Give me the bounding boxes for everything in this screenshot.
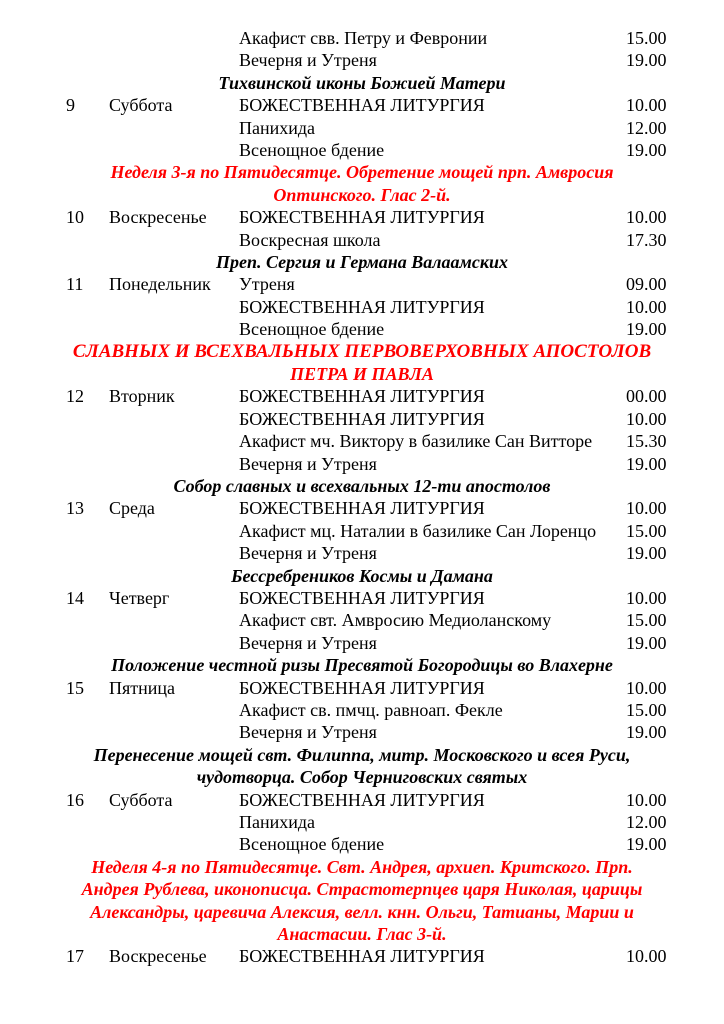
schedule-row bbox=[0, 453, 724, 475]
weekday-label: Вторник bbox=[109, 386, 175, 407]
service-name: Всенощное бдение bbox=[239, 834, 385, 855]
service-time: 19.00 bbox=[626, 453, 667, 474]
service-time: 10.00 bbox=[626, 677, 667, 698]
feast-heading: Тихвинской иконы Божией Матери bbox=[218, 72, 506, 93]
service-name: Акафист мч. Виктору в базилике Сан Витторе bbox=[239, 431, 593, 452]
feast-heading: Бессребреников Космы и Дамана bbox=[231, 565, 493, 586]
feast-heading: Преп. Сергия и Германа Валаамских bbox=[215, 252, 508, 272]
service-time: 12.00 bbox=[626, 117, 667, 138]
schedule-row bbox=[0, 587, 724, 609]
day-number: 13 bbox=[66, 498, 84, 519]
service-name: БОЖЕСТВЕННАЯ ЛИТУРГИЯ bbox=[239, 95, 485, 116]
service-name: БОЖЕСТВЕННАЯ ЛИТУРГИЯ bbox=[239, 296, 485, 317]
service-time: 10.00 bbox=[626, 408, 667, 429]
schedule-row bbox=[0, 94, 724, 116]
feast-heading: чудотворца. Собор Черниговских святых bbox=[196, 767, 528, 788]
service-time: 19.00 bbox=[626, 543, 667, 564]
service-time: 10.00 bbox=[626, 789, 667, 810]
service-time: 17.30 bbox=[626, 229, 667, 250]
service-name: Акафист мц. Наталии в базилике Сан Лоренцо bbox=[239, 520, 597, 541]
service-name: Панихида bbox=[239, 812, 316, 832]
feast-heading-red: Анастасии. Глас 3-й. bbox=[277, 924, 447, 944]
day-number: 17 bbox=[66, 946, 84, 967]
feast-heading-red: Александры, царевича Алексия, велл. кнн. Ольги, Татианы, Марии и bbox=[90, 901, 634, 922]
service-name: БОЖЕСТВЕННАЯ ЛИТУРГИЯ bbox=[239, 789, 485, 810]
feast-heading: Перенесение мощей свт. Филиппа, митр. Московского и всея Руси, bbox=[93, 744, 631, 765]
schedule-row bbox=[0, 811, 724, 833]
schedule-row bbox=[0, 721, 724, 743]
schedule-row bbox=[0, 542, 724, 564]
service-time: 19.00 bbox=[626, 722, 667, 743]
schedule-row bbox=[0, 789, 724, 811]
service-time: 19.00 bbox=[626, 834, 667, 855]
schedule-row bbox=[0, 430, 724, 452]
day-number: 11 bbox=[66, 274, 84, 295]
service-name: Воскресная школа bbox=[239, 229, 381, 250]
weekday-label: Четверг bbox=[109, 588, 170, 608]
weekday-label: Воскресенье bbox=[109, 946, 207, 967]
service-time: 15.00 bbox=[626, 520, 667, 541]
service-name: Вечерня и Утреня bbox=[239, 543, 377, 564]
day-number: 15 bbox=[66, 677, 84, 698]
service-time: 19.00 bbox=[626, 632, 667, 653]
service-name: Акафист свт. Амвросию Медиоланскому bbox=[239, 610, 552, 631]
schedule-row bbox=[0, 27, 724, 49]
service-name: БОЖЕСТВЕННАЯ ЛИТУРГИЯ bbox=[239, 207, 485, 228]
service-name: Вечерня и Утреня bbox=[239, 632, 377, 653]
service-name: БОЖЕСТВЕННАЯ ЛИТУРГИЯ bbox=[239, 946, 485, 967]
schedule-row bbox=[0, 677, 724, 699]
schedule-row bbox=[0, 408, 724, 430]
schedule-row bbox=[0, 117, 724, 139]
service-name: БОЖЕСТВЕННАЯ ЛИТУРГИЯ bbox=[239, 498, 485, 519]
service-name: Акафист свв. Петру и Февронии bbox=[239, 28, 488, 48]
service-time: 19.00 bbox=[626, 50, 667, 71]
schedule-row bbox=[0, 632, 724, 654]
feast-heading: Собор славных и всехвальных 12-ти апостолов bbox=[173, 476, 551, 496]
service-time: 19.00 bbox=[626, 319, 667, 340]
day-number: 16 bbox=[66, 789, 84, 810]
day-number: 10 bbox=[66, 207, 84, 228]
schedule-row bbox=[0, 385, 724, 407]
service-time: 10.00 bbox=[626, 498, 667, 519]
feast-heading-red: СЛАВНЫХ И ВСЕХВАЛЬНЫХ ПЕРВОВЕРХОВНЫХ АПОСТОЛОВ bbox=[72, 340, 652, 362]
weekday-label: Воскресенье bbox=[109, 207, 207, 228]
service-name: Вечерня и Утреня bbox=[239, 50, 377, 71]
service-time: 19.00 bbox=[626, 140, 667, 160]
service-time: 09.00 bbox=[626, 274, 667, 295]
day-number: 9 bbox=[66, 95, 75, 116]
service-time: 10.00 bbox=[626, 588, 667, 608]
feast-heading-red: Оптинского. Глас 2-й. bbox=[273, 184, 451, 205]
schedule-row bbox=[0, 296, 724, 318]
weekday-label: Пятница bbox=[109, 677, 176, 698]
schedule-row bbox=[0, 229, 724, 251]
schedule-row bbox=[0, 49, 724, 71]
service-time: 10.00 bbox=[626, 95, 667, 116]
weekday-label: Понедельник bbox=[109, 274, 211, 295]
schedule-row bbox=[0, 206, 724, 228]
service-name: БОЖЕСТВЕННАЯ ЛИТУРГИЯ bbox=[239, 677, 485, 698]
weekday-label: Суббота bbox=[109, 95, 173, 116]
schedule-row bbox=[0, 273, 724, 295]
service-time: 00.00 bbox=[626, 386, 667, 407]
service-time: 15.00 bbox=[626, 700, 667, 720]
service-name: Утреня bbox=[239, 274, 295, 295]
service-time: 10.00 bbox=[626, 207, 667, 228]
service-time: 10.00 bbox=[626, 946, 667, 967]
feast-heading-red: Неделя 4-я по Пятидесятце. Свт. Андрея, архиеп. Критского. Прп. bbox=[91, 856, 633, 877]
weekday-label: Суббота bbox=[109, 789, 173, 810]
schedule-row bbox=[0, 609, 724, 631]
schedule-row bbox=[0, 497, 724, 519]
weekday-label: Среда bbox=[109, 498, 155, 519]
service-name: Акафист св. пмчц. равноап. Фекле bbox=[239, 700, 503, 720]
service-name: БОЖЕСТВЕННАЯ ЛИТУРГИЯ bbox=[239, 386, 485, 407]
service-name: Вечерня и Утреня bbox=[239, 722, 377, 743]
service-name: БОЖЕСТВЕННАЯ ЛИТУРГИЯ bbox=[239, 588, 485, 608]
service-name: Всенощное бдение bbox=[239, 140, 385, 160]
schedule-row bbox=[0, 139, 724, 161]
day-number: 14 bbox=[66, 588, 84, 608]
service-time: 10.00 bbox=[626, 296, 667, 317]
day-number: 12 bbox=[66, 386, 84, 407]
service-name: Панихида bbox=[239, 117, 316, 138]
service-name: Всенощное бдение bbox=[239, 319, 385, 340]
feast-heading: Положение честной ризы Пресвятой Богородицы во Влахерне bbox=[111, 655, 613, 676]
feast-heading-red: ПЕТРА И ПАВЛА bbox=[290, 364, 434, 384]
feast-heading-red: Андрея Рублева, иконописца. Страстотерпцев царя Николая, царицы bbox=[81, 879, 643, 900]
schedule-row bbox=[0, 520, 724, 542]
service-time: 15.30 bbox=[626, 431, 667, 452]
service-name: Вечерня и Утреня bbox=[239, 453, 377, 474]
schedule-row bbox=[0, 833, 724, 855]
service-time: 15.00 bbox=[626, 610, 667, 631]
schedule-row bbox=[0, 945, 724, 967]
service-time: 12.00 bbox=[626, 812, 667, 832]
schedule-row bbox=[0, 318, 724, 340]
schedule-row bbox=[0, 699, 724, 721]
service-time: 15.00 bbox=[626, 28, 667, 48]
service-name: БОЖЕСТВЕННАЯ ЛИТУРГИЯ bbox=[239, 408, 485, 429]
feast-heading-red: Неделя 3-я по Пятидесятце. Обретение мощей прп. Амвросия bbox=[110, 162, 614, 183]
